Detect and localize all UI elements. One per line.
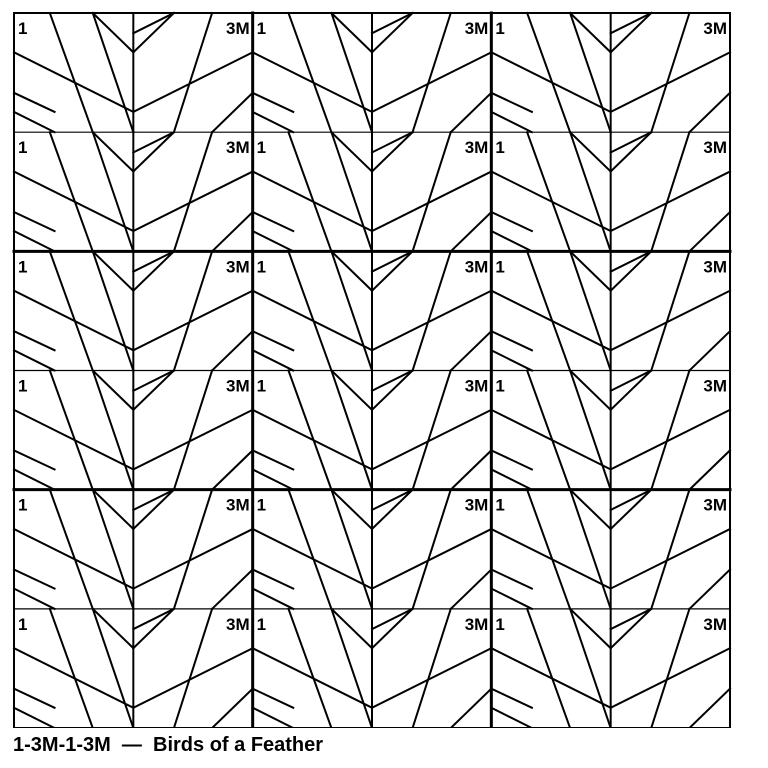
cell-label-right: 3M [703,257,728,277]
cell-label-left: 1 [256,495,267,515]
cell-label-right: 3M [703,19,728,38]
cell-label-left: 1 [495,19,505,38]
cell-label-right: 3M [703,614,728,634]
cell-label-right: 3M [464,138,489,158]
cell-label-left: 1 [495,257,505,277]
cell-label-left: 1 [495,614,505,634]
cell-label-right: 3M [226,138,250,158]
cell-label-right: 3M [464,614,489,634]
cell-label-left: 1 [18,495,28,515]
cell-label-left: 1 [256,19,267,38]
cell-label-left: 1 [18,257,28,277]
cell-label-right: 3M [226,376,250,396]
cell-label-left: 1 [495,376,505,396]
cell-label-left: 1 [495,495,505,515]
cell-label-left: 1 [256,257,267,277]
cell-label-left: 1 [256,376,267,396]
cell-label-left: 1 [495,138,505,158]
cell-label-right: 3M [464,376,489,396]
cell-label-right: 3M [703,495,728,515]
cell-label-right: 3M [226,495,250,515]
cell-label-right: 3M [464,257,489,277]
cell-label-left: 1 [18,376,28,396]
cell-label-right: 3M [226,614,250,634]
cell-label-right: 3M [464,19,489,38]
cell-label-left: 1 [18,614,28,634]
cell-label-left: 1 [18,138,28,158]
cell-label-right: 3M [703,138,728,158]
cell-label-right: 3M [464,495,489,515]
cell-label-right: 3M [226,19,250,38]
cell-label-left: 1 [256,138,267,158]
cell-label-right: 3M [703,376,728,396]
cell-label-right: 3M [226,257,250,277]
cell-label-left: 1 [18,19,28,38]
cell-label-left: 1 [256,614,267,634]
pattern-caption: 1-3M-1-3M — Birds of a Feather [13,734,324,756]
